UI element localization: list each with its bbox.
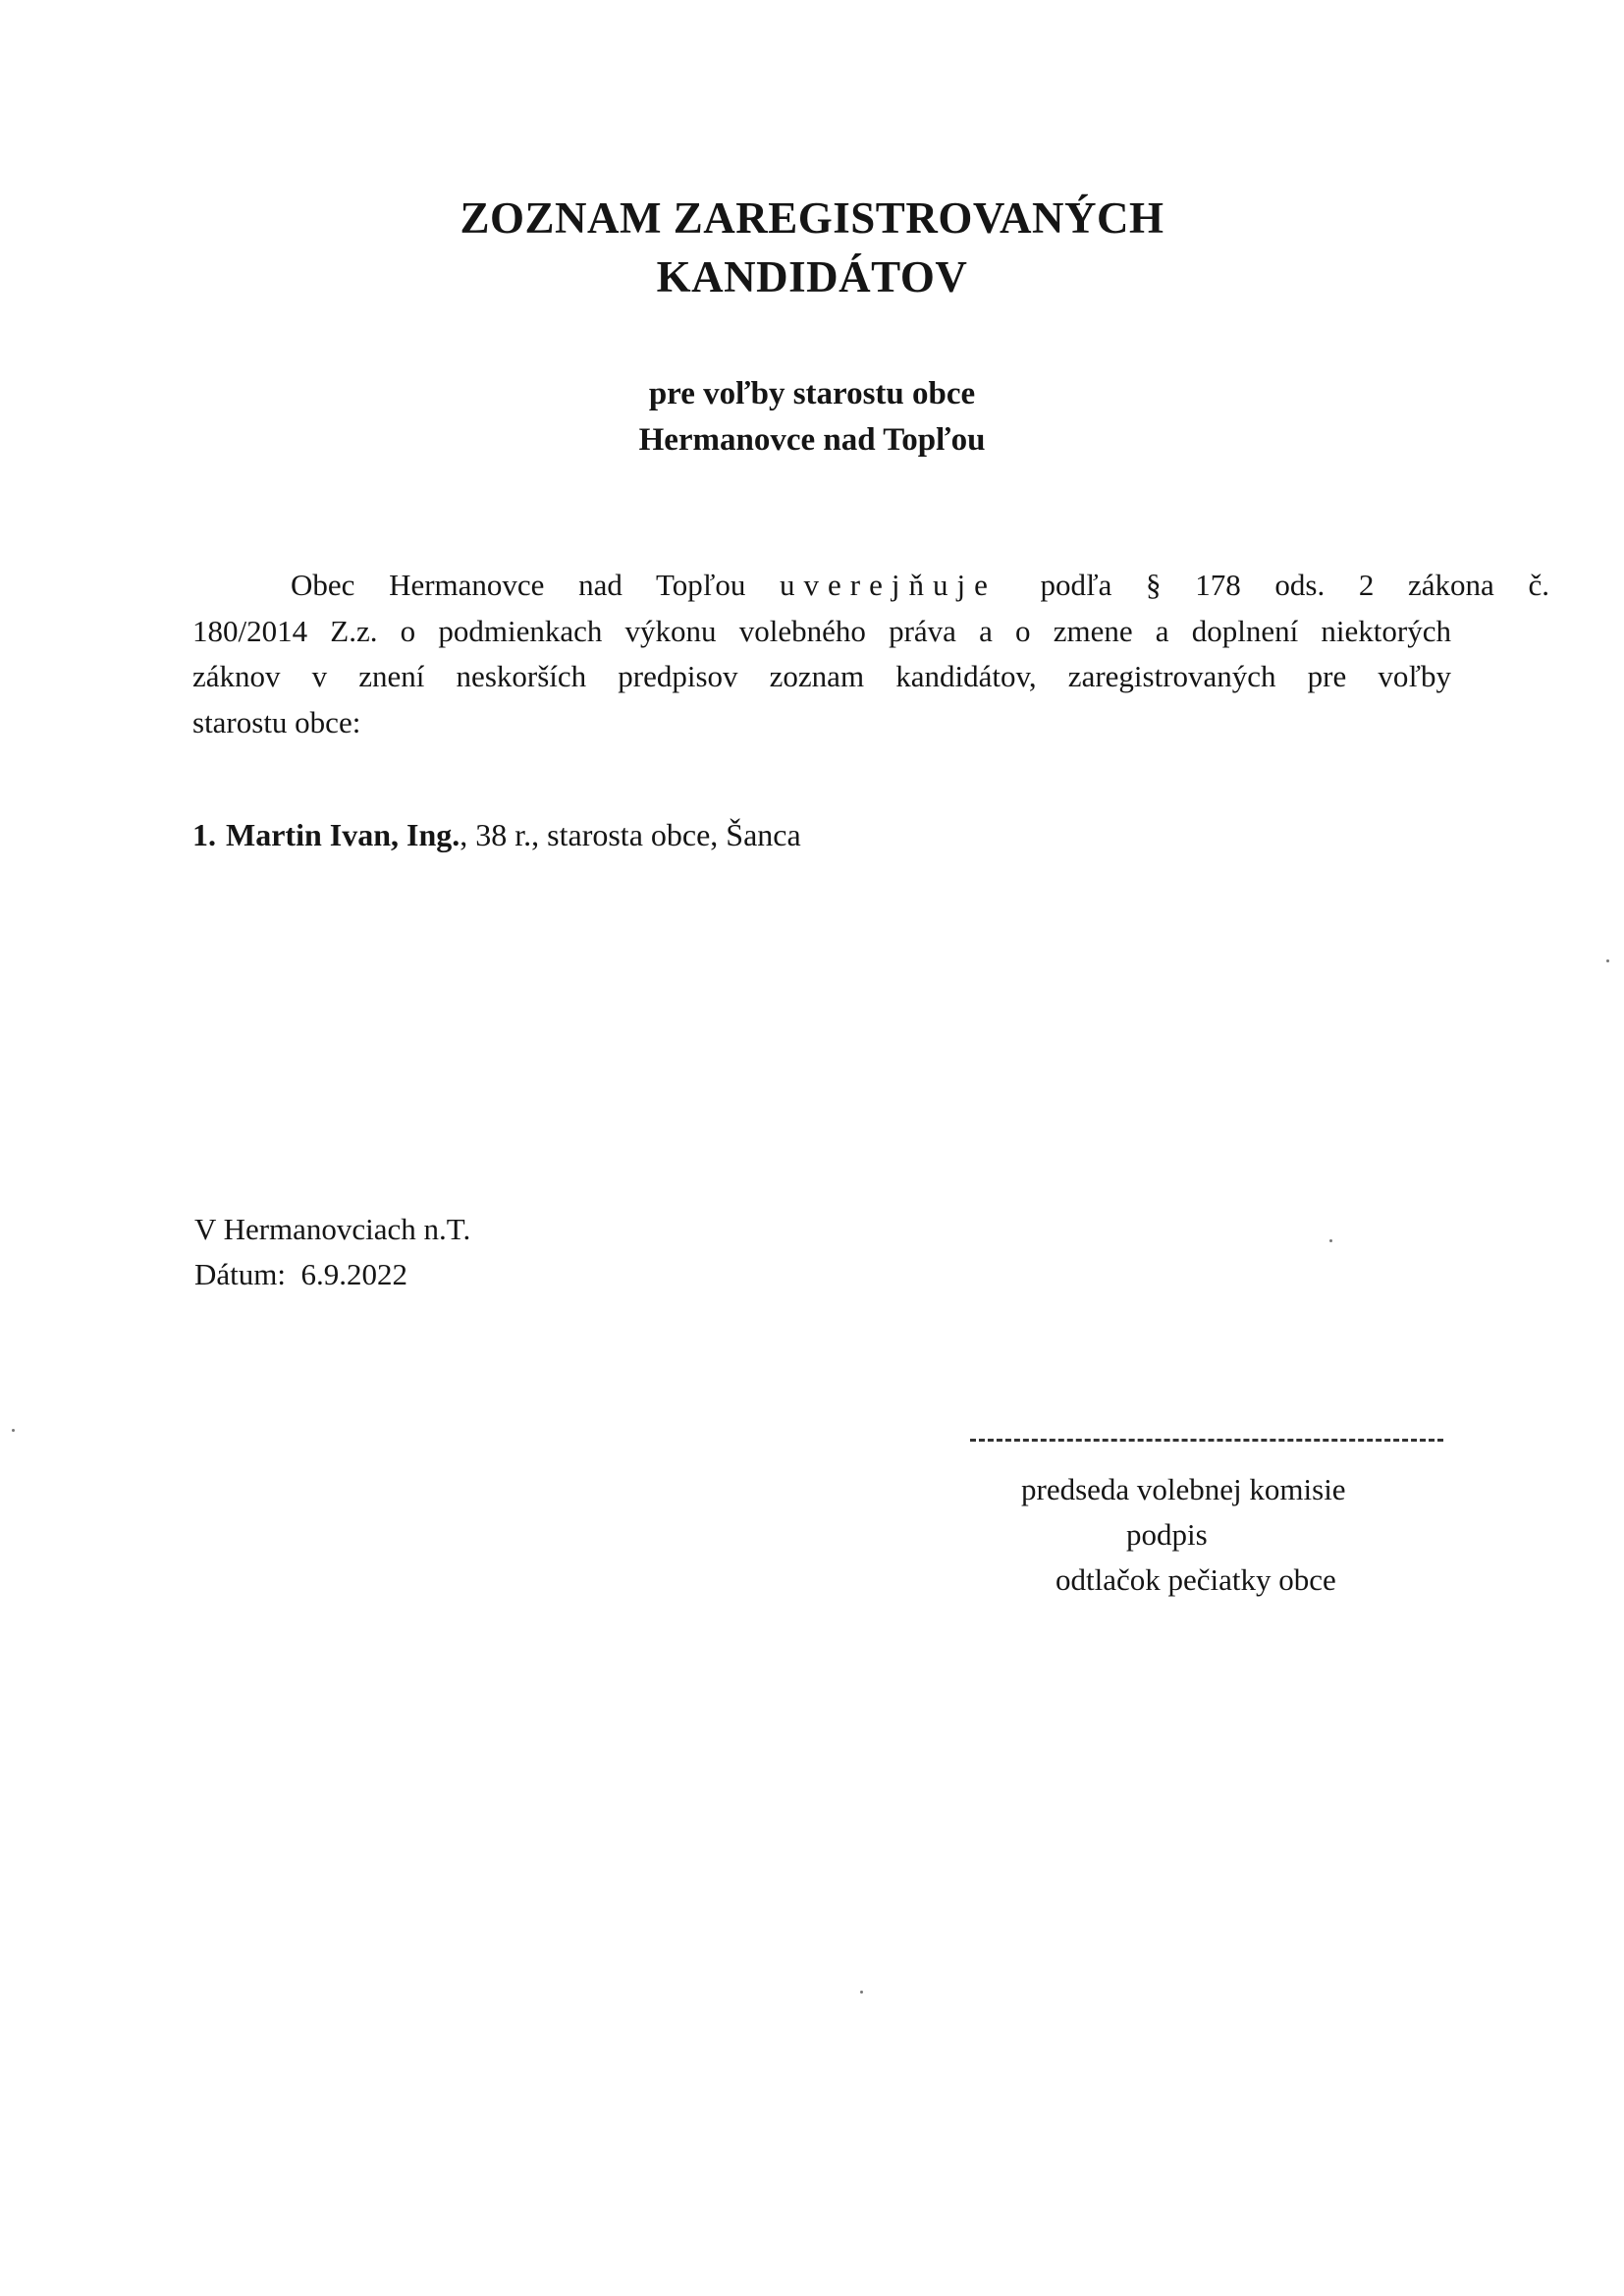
- candidate-name: Martin Ivan, Ing.: [226, 817, 460, 852]
- candidate-details: , 38 r., starosta obce, Šanca: [460, 817, 801, 852]
- intro-paragraph-line-4: starostu obce:: [192, 705, 361, 739]
- intro-municipality: Obec Hermanovce nad Topľou: [291, 568, 746, 602]
- intro-paragraph-line-2: 180/2014 Z.z. o podmienkach výkonu volebného práva a o zmene a doplnení niektorých: [192, 614, 1451, 648]
- signature-dashed-line: [970, 1439, 1443, 1442]
- document-place: V Hermanovciach n.T.: [194, 1212, 471, 1246]
- document-subtitle-line-1: pre voľby starostu obce: [648, 376, 976, 411]
- intro-publishes-word: uverejňuje: [780, 568, 997, 602]
- date-value: 6.9.2022: [300, 1257, 407, 1291]
- stamp-label: odtlačok pečiatky obce: [1056, 1562, 1336, 1597]
- intro-legal-reference: podľa § 178 ods. 2 zákona č.: [1040, 568, 1549, 602]
- scan-speck: [860, 1991, 863, 1994]
- document-date: [194, 1252, 407, 1297]
- scan-speck: [1606, 959, 1609, 962]
- scan-speck: [1329, 1239, 1332, 1242]
- document-title-line-1: ZOZNAM ZAREGISTROVANÝCH: [460, 193, 1164, 243]
- candidate-number: 1.: [192, 817, 216, 852]
- intro-paragraph-line-1: [192, 562, 1549, 608]
- date-label: Dátum:: [194, 1257, 286, 1291]
- intro-paragraph-line-3: záknov v znení neskorších predpisov zoznam kandidátov, zaregistrovaných pre voľby: [192, 659, 1451, 693]
- document-title-line-2: KANDIDÁTOV: [656, 252, 968, 301]
- document-subtitle-line-2: Hermanovce nad Topľou: [638, 422, 986, 458]
- candidate-list-item: [192, 811, 801, 858]
- signature-label: podpis: [1126, 1517, 1208, 1552]
- signature-role: predseda volebnej komisie: [1021, 1472, 1346, 1506]
- scan-speck: [12, 1429, 15, 1432]
